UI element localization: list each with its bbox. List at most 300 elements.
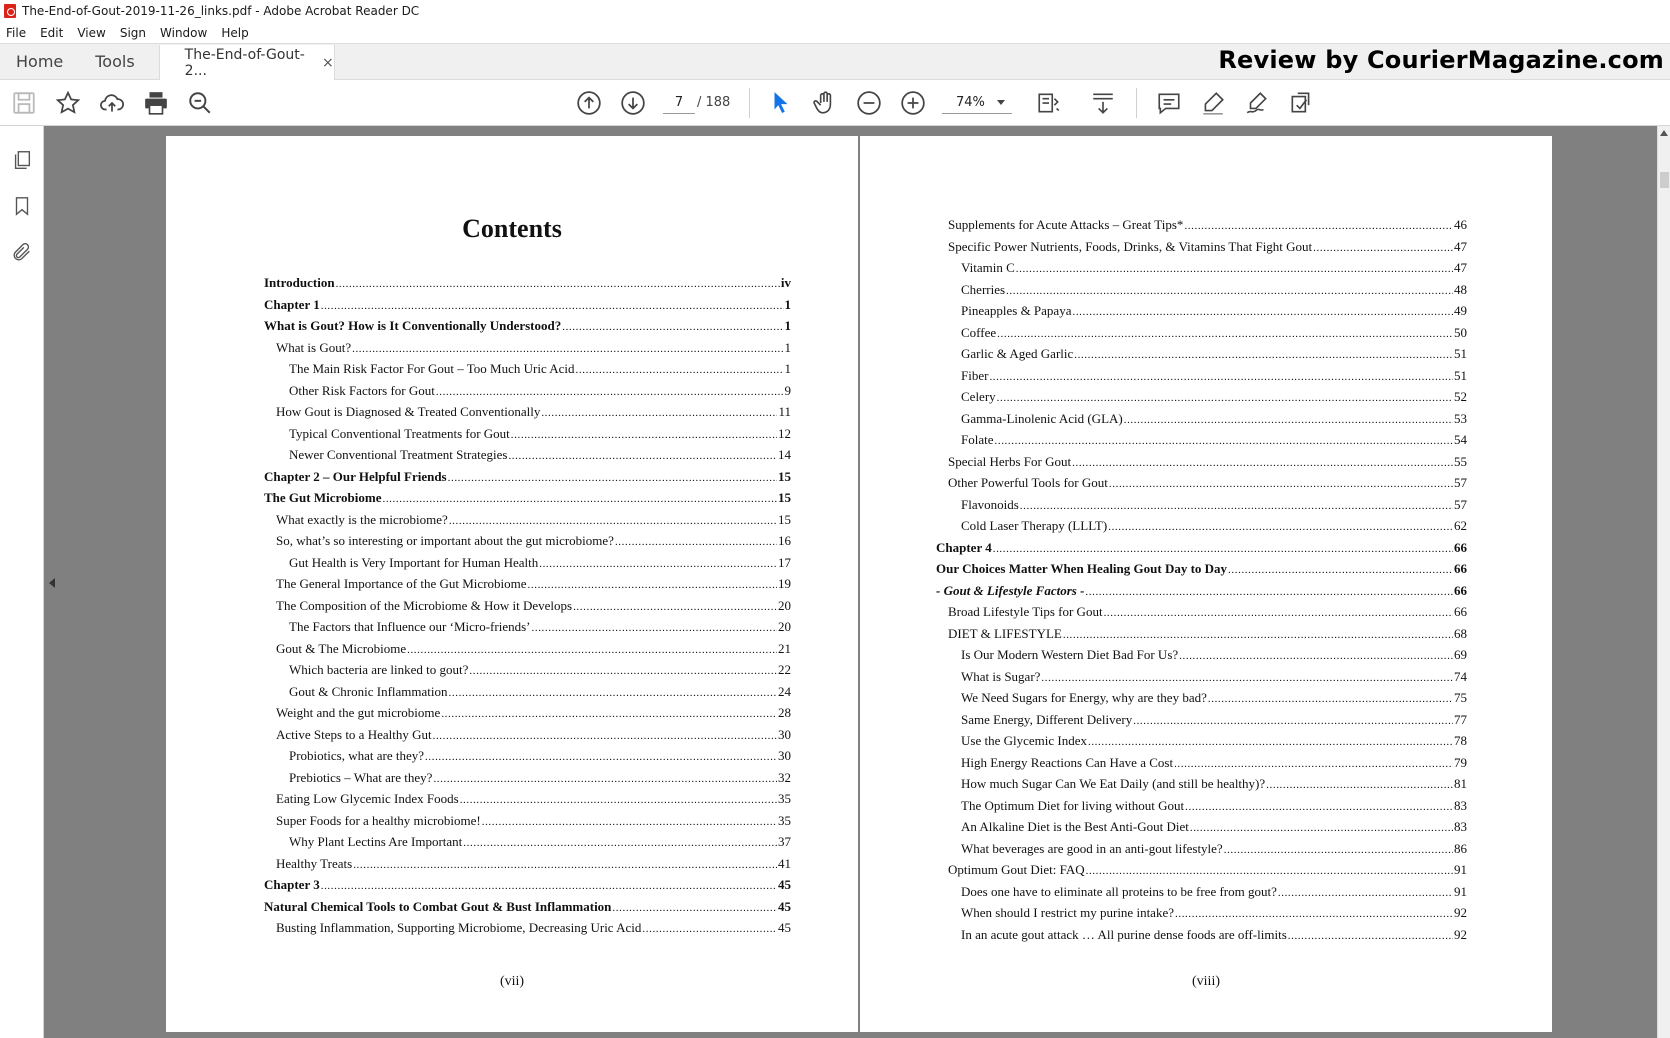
toc-entry-page: 16 xyxy=(778,533,791,548)
scroll-thumb[interactable] xyxy=(1660,172,1669,188)
toc-entry-title: Coffee xyxy=(961,324,997,340)
toc-entry[interactable] xyxy=(936,472,1467,494)
select-pointer-icon[interactable] xyxy=(767,89,795,117)
toc-leader-dots xyxy=(448,466,777,490)
toc-entry[interactable] xyxy=(936,429,1467,451)
toc-entry-page: 9 xyxy=(784,382,791,398)
toc-entry-title: Introduction xyxy=(264,275,335,290)
toc-leader-dots xyxy=(615,530,777,554)
toc-entry-title: Gamma-Linolenic Acid (GLA) xyxy=(961,410,1123,426)
toc-entry[interactable] xyxy=(264,831,791,853)
toc-entry[interactable] xyxy=(936,816,1467,838)
toc-entry-page: 55 xyxy=(1454,453,1467,469)
toc-leader-dots xyxy=(1133,709,1453,733)
toc-entry[interactable] xyxy=(264,380,791,402)
toc-entry-page: 66 xyxy=(1454,604,1467,619)
toc-entry-title: The Composition of the Microbiome & How it Develops xyxy=(276,597,573,613)
toc-leader-dots xyxy=(449,681,777,705)
toc-entry-page: 22 xyxy=(778,662,791,677)
toc-leader-dots xyxy=(321,874,777,898)
toc-entry[interactable] xyxy=(936,902,1467,924)
toc-entry-title: Gout & Chronic Inflammation xyxy=(289,683,448,699)
toc-entry-page: 41 xyxy=(778,855,791,871)
toc-entry-title: Natural Chemical Tools to Combat Gout & Bust Inflammation xyxy=(264,898,612,914)
zoom-in-icon[interactable] xyxy=(899,89,927,117)
toc-entry-title: Other Risk Factors for Gout xyxy=(289,382,435,398)
toc-entry-title: What is Sugar? xyxy=(961,668,1041,684)
toc-entry[interactable] xyxy=(936,279,1467,301)
toc-leader-dots xyxy=(1086,859,1453,883)
toc-leader-dots xyxy=(508,444,777,468)
pdf-page-right xyxy=(860,136,1552,1032)
toc-entry-title: An Alkaline Diet is the Best Anti-Gout Diet xyxy=(961,819,1189,834)
toc-entry[interactable] xyxy=(936,601,1467,623)
toc-entry[interactable] xyxy=(264,874,791,896)
toc-entry-title: Broad Lifestyle Tips for Gout xyxy=(948,604,1103,619)
toolbar xyxy=(0,80,1670,126)
toc-entry[interactable] xyxy=(264,272,791,294)
toc-entry-page: 92 xyxy=(1454,905,1467,920)
toc-entry-title: Specific Power Nutrients, Foods, Drinks, & Vitamins That Fight Gout xyxy=(948,238,1313,254)
toc-entry-title: Probiotics, what are they? xyxy=(289,748,425,763)
toc-entry-title: Same Energy, Different Delivery xyxy=(961,711,1133,727)
toc-entry[interactable] xyxy=(936,924,1467,946)
toc-leader-dots xyxy=(1278,881,1453,905)
toc-entry-title: What is Gout? xyxy=(276,339,352,355)
toc-entry-title: The Optimum Diet for living without Gout xyxy=(961,797,1185,813)
toc-list-left xyxy=(264,272,791,939)
menu-sign[interactable]: Sign xyxy=(119,25,147,40)
tab-document-label: The-End-of-Gout-2... xyxy=(184,46,305,79)
toc-entry-title: DIET & LIFESTYLE xyxy=(948,625,1062,641)
pdf-app-icon xyxy=(4,4,16,18)
toc-entry-page: 75 xyxy=(1454,690,1467,705)
toc-leader-dots xyxy=(482,810,777,834)
toc-entry-title: The Gut Microbiome xyxy=(264,490,382,505)
toc-leader-dots xyxy=(1179,644,1453,668)
toc-entry-page: 79 xyxy=(1454,754,1467,770)
toc-entry-page: 12 xyxy=(778,425,791,441)
toc-entry[interactable] xyxy=(264,423,791,445)
toc-leader-dots xyxy=(989,365,1453,389)
toc-entry-title: Folate xyxy=(961,432,994,447)
toc-entry[interactable] xyxy=(264,681,791,703)
toc-entry[interactable] xyxy=(264,294,791,316)
toc-leader-dots xyxy=(441,702,777,726)
toc-entry-title: - Gout & Lifestyle Factors - xyxy=(936,582,1085,598)
tab-tools[interactable]: Tools xyxy=(95,52,135,71)
toc-entry[interactable] xyxy=(264,616,791,638)
toc-entry-page: 1 xyxy=(784,296,791,312)
toc-list-right xyxy=(936,214,1467,945)
review-watermark: Review by CourierMagazine.com xyxy=(1218,46,1664,74)
toc-entry-page: 57 xyxy=(1454,496,1467,512)
toc-entry-page: 92 xyxy=(1454,926,1467,942)
attachment-icon[interactable] xyxy=(10,240,34,264)
toc-leader-dots xyxy=(532,616,778,640)
toc-entry[interactable] xyxy=(264,552,791,574)
toc-entry-title: What is Gout? How is It Conventionally Understood? xyxy=(264,318,562,333)
toc-entry[interactable] xyxy=(936,795,1467,817)
collapse-panel-icon[interactable] xyxy=(49,578,55,588)
toc-entry-title: Fiber xyxy=(961,367,989,383)
toc-entry-title: So, what’s so interesting or important about the gut microbiome? xyxy=(276,533,614,548)
toc-entry[interactable] xyxy=(264,315,791,337)
toc-leader-dots xyxy=(539,552,777,576)
toc-entry-title: What exactly is the microbiome? xyxy=(276,511,448,527)
toc-entry[interactable] xyxy=(264,853,791,875)
toc-entry[interactable] xyxy=(936,644,1467,666)
toc-leader-dots xyxy=(1085,580,1453,604)
toc-entry[interactable] xyxy=(264,358,791,380)
bookmark-icon[interactable] xyxy=(10,194,34,218)
upload-cloud-icon[interactable] xyxy=(98,89,126,117)
toc-leader-dots xyxy=(562,315,783,339)
toc-entry[interactable] xyxy=(264,638,791,660)
page-down-icon[interactable] xyxy=(619,89,647,117)
toc-entry-page: 21 xyxy=(778,640,791,656)
comment-icon[interactable] xyxy=(1155,89,1183,117)
toc-entry-title: Which bacteria are linked to gout? xyxy=(289,662,469,677)
toc-leader-dots xyxy=(1088,730,1453,754)
toc-entry[interactable] xyxy=(936,386,1467,408)
toc-entry-page: 14 xyxy=(778,447,791,462)
toc-entry[interactable] xyxy=(936,322,1467,344)
toc-entry[interactable] xyxy=(936,709,1467,731)
toc-leader-dots xyxy=(1072,451,1453,475)
toc-entry-page: 47 xyxy=(1454,260,1467,275)
toc-entry-title: Our Choices Matter When Healing Gout Day to Day xyxy=(936,561,1228,576)
toc-entry-page: 32 xyxy=(778,769,791,785)
toc-entry-page: 47 xyxy=(1454,238,1467,254)
toc-leader-dots xyxy=(469,659,777,683)
toc-entry-title: The Factors that Influence our ‘Micro-friends’ xyxy=(289,619,531,634)
toc-entry-title: The Main Risk Factor For Gout – Too Much Uric Acid xyxy=(289,361,575,376)
toc-entry[interactable] xyxy=(264,724,791,746)
toc-leader-dots xyxy=(1175,902,1453,926)
menu-view[interactable]: View xyxy=(77,25,106,40)
toc-leader-dots xyxy=(1224,838,1453,862)
toc-entry[interactable] xyxy=(264,466,791,488)
toc-entry[interactable] xyxy=(264,659,791,681)
toc-entry-page: 91 xyxy=(1454,883,1467,899)
toc-entry-page: 52 xyxy=(1454,389,1467,404)
pdf-page-left xyxy=(166,136,858,1032)
toc-leader-dots xyxy=(1190,816,1453,840)
toc-entry[interactable] xyxy=(264,788,791,810)
toc-leader-dots xyxy=(541,401,777,425)
toc-leader-dots xyxy=(352,337,783,361)
menu-file[interactable]: File xyxy=(6,25,27,40)
toc-entry-title: Does one have to eliminate all proteins to be free from gout? xyxy=(961,883,1277,899)
toc-entry[interactable] xyxy=(936,494,1467,516)
toc-entry-page: 66 xyxy=(1454,539,1467,555)
menu-window[interactable]: Window xyxy=(160,25,208,40)
toc-entry[interactable] xyxy=(936,773,1467,795)
toc-leader-dots xyxy=(463,831,777,855)
toc-leader-dots xyxy=(433,724,777,748)
menu-help[interactable]: Help xyxy=(221,25,249,40)
page-total: / 188 xyxy=(697,95,731,110)
toc-entry-page: 66 xyxy=(1454,561,1467,576)
edit-fill-icon[interactable] xyxy=(1287,89,1315,117)
toc-entry[interactable] xyxy=(264,530,791,552)
toc-entry[interactable] xyxy=(936,257,1467,279)
vertical-scrollbar[interactable] xyxy=(1657,126,1670,1038)
toc-entry-title: Newer Conventional Treatment Strategies xyxy=(289,447,508,462)
toc-leader-dots xyxy=(993,537,1453,561)
toc-entry[interactable] xyxy=(264,337,791,359)
toc-entry-page: 30 xyxy=(778,748,791,763)
toc-leader-dots xyxy=(1228,558,1453,582)
toc-entry-title: Cherries xyxy=(961,281,1006,297)
toc-entry-title: Chapter 1 xyxy=(264,296,320,312)
toc-leader-dots xyxy=(1006,279,1453,303)
toc-entry-page: 45 xyxy=(778,898,791,914)
toc-entry-page: 1 xyxy=(784,318,791,333)
toc-leader-dots xyxy=(1104,601,1453,625)
toc-entry-page: 35 xyxy=(778,791,791,806)
toc-entry-page: 57 xyxy=(1454,475,1467,490)
toc-entry[interactable] xyxy=(936,687,1467,709)
toc-entry[interactable] xyxy=(936,236,1467,258)
page-label-right: (viii) xyxy=(1192,974,1220,989)
toc-entry-page: 69 xyxy=(1454,647,1467,662)
toc-entry[interactable] xyxy=(936,730,1467,752)
sign-icon[interactable] xyxy=(1243,89,1271,117)
toc-entry[interactable] xyxy=(264,917,791,939)
toc-entry-page: 20 xyxy=(778,597,791,613)
toc-entry-page: iv xyxy=(780,275,791,290)
toc-entry-page: 45 xyxy=(778,920,791,935)
toc-entry[interactable] xyxy=(264,702,791,724)
toc-entry-page: 51 xyxy=(1454,367,1467,383)
toc-entry-title: Supplements for Acute Attacks – Great Tips* xyxy=(948,217,1184,232)
toolbar-divider xyxy=(1136,88,1137,118)
toc-leader-dots xyxy=(997,322,1453,346)
contents-heading: Contents xyxy=(462,214,562,243)
toc-entry-title: Is Our Modern Western Diet Bad For Us? xyxy=(961,647,1179,662)
toc-entry-title: How much Sugar Can We Eat Daily (and still be healthy)? xyxy=(961,776,1266,791)
toc-leader-dots xyxy=(436,380,784,404)
toc-entry[interactable] xyxy=(264,573,791,595)
toc-entry-title: Active Steps to a Healthy Gut xyxy=(276,726,432,742)
toc-leader-dots xyxy=(1072,300,1453,324)
toc-entry-page: 77 xyxy=(1454,711,1467,727)
toc-leader-dots xyxy=(321,294,784,318)
toc-entry[interactable] xyxy=(936,537,1467,559)
toc-entry-page: 19 xyxy=(778,576,791,591)
toc-entry[interactable] xyxy=(936,300,1467,322)
toc-entry[interactable] xyxy=(264,896,791,918)
toc-leader-dots xyxy=(336,272,780,296)
toc-leader-dots xyxy=(1109,472,1453,496)
toc-leader-dots xyxy=(407,638,777,662)
toc-entry-title: High Energy Reactions Can Have a Cost xyxy=(961,754,1174,770)
toc-leader-dots xyxy=(1313,236,1453,260)
page-label-left: (vii) xyxy=(499,974,525,989)
toc-entry-title: Pineapples & Papaya xyxy=(961,303,1072,318)
toc-entry-title: Healthy Treats xyxy=(276,855,353,871)
pages-icon[interactable] xyxy=(10,148,34,172)
close-tab-icon[interactable]: × xyxy=(321,54,334,71)
toc-entry[interactable] xyxy=(936,666,1467,688)
toc-entry-page: 46 xyxy=(1454,217,1467,232)
toc-entry-title: Super Foods for a healthy microbiome! xyxy=(276,812,481,828)
toc-entry-page: 83 xyxy=(1454,819,1467,834)
toc-entry-page: 51 xyxy=(1454,346,1467,361)
toc-entry-page: 83 xyxy=(1454,797,1467,813)
toc-leader-dots xyxy=(1020,494,1453,518)
toc-leader-dots xyxy=(425,745,777,769)
title-bar xyxy=(0,0,1670,22)
toc-leader-dots xyxy=(1174,752,1453,776)
scroll-up-arrow-icon[interactable] xyxy=(1660,130,1668,136)
toc-entry[interactable] xyxy=(936,451,1467,473)
toc-entry[interactable] xyxy=(264,595,791,617)
toc-entry[interactable] xyxy=(936,580,1467,602)
toc-entry-title: We Need Sugars for Energy, why are they bad? xyxy=(961,690,1207,705)
toc-entry-title: Use the Glycemic Index xyxy=(961,733,1087,748)
toc-entry-title: What beverages are good in an anti-gout lifestyle? xyxy=(961,840,1223,856)
toc-entry-page: 53 xyxy=(1454,410,1467,426)
toc-leader-dots xyxy=(511,423,777,447)
toc-entry-title: Eating Low Glycemic Index Foods xyxy=(276,791,459,806)
toc-entry[interactable] xyxy=(936,365,1467,387)
page-up-icon[interactable] xyxy=(575,89,603,117)
toc-entry[interactable] xyxy=(936,752,1467,774)
page-number-input[interactable]: 7 xyxy=(663,92,695,114)
toc-entry[interactable] xyxy=(264,509,791,531)
toc-entry-title: Celery xyxy=(961,389,996,404)
toc-entry-page: 11 xyxy=(778,404,791,419)
toc-entry-title: Why Plant Lectins Are Important xyxy=(289,834,463,849)
toc-leader-dots xyxy=(449,509,777,533)
toc-leader-dots xyxy=(997,386,1453,410)
toc-entry[interactable] xyxy=(936,859,1467,881)
toc-entry-page: 50 xyxy=(1454,324,1467,340)
toc-entry-title: Prebiotics – What are they? xyxy=(289,769,433,785)
hand-icon[interactable] xyxy=(811,89,839,117)
toc-entry-page: 66 xyxy=(1454,582,1467,598)
toc-leader-dots xyxy=(1266,773,1453,797)
chevron-down-icon[interactable] xyxy=(997,100,1005,105)
toc-entry[interactable] xyxy=(264,487,791,509)
highlight-icon[interactable] xyxy=(1199,89,1227,117)
toc-leader-dots xyxy=(1208,687,1453,711)
toc-entry-page: 49 xyxy=(1454,303,1467,318)
toc-entry[interactable] xyxy=(936,408,1467,430)
toc-entry-page: 1 xyxy=(784,361,791,376)
toc-leader-dots xyxy=(1016,257,1453,281)
toc-entry-title: Vitamin C xyxy=(961,260,1015,275)
toc-entry-page: 91 xyxy=(1454,862,1467,877)
toc-leader-dots xyxy=(353,853,777,877)
toc-entry-page: 20 xyxy=(778,619,791,634)
toc-entry-title: Chapter 4 xyxy=(936,539,992,555)
zoom-level-field[interactable]: 74% xyxy=(942,92,1012,114)
toc-entry-title: In an acute gout attack … All purine dense foods are off-limits xyxy=(961,926,1287,942)
toc-entry[interactable] xyxy=(264,810,791,832)
toc-leader-dots xyxy=(1063,623,1453,647)
toc-leader-dots xyxy=(573,595,777,619)
toc-entry-title: Special Herbs For Gout xyxy=(948,453,1072,469)
toc-entry-page: 30 xyxy=(778,726,791,742)
toc-entry[interactable] xyxy=(936,881,1467,903)
toc-entry[interactable] xyxy=(264,444,791,466)
window-title: The-End-of-Gout-2019-11-26_links.pdf - Adobe Acrobat Reader DC xyxy=(22,4,420,18)
toc-leader-dots xyxy=(1288,924,1453,948)
toc-entry-page: 24 xyxy=(778,683,791,699)
toc-leader-dots xyxy=(642,917,777,941)
toc-entry-title: Weight and the gut microbiome xyxy=(276,705,441,720)
toc-entry-page: 28 xyxy=(778,705,791,720)
toc-entry-title: Chapter 2 – Our Helpful Friends xyxy=(264,468,447,484)
toc-entry-page: 15 xyxy=(778,511,791,527)
toc-entry-page: 78 xyxy=(1454,733,1467,748)
toc-entry[interactable] xyxy=(936,838,1467,860)
search-zoom-icon[interactable] xyxy=(186,89,214,117)
zoom-out-icon[interactable] xyxy=(855,89,883,117)
toc-entry-title: Typical Conventional Treatments for Gout xyxy=(289,425,510,441)
page-fit-icon[interactable] xyxy=(1035,89,1063,117)
toc-entry-page: 68 xyxy=(1454,625,1467,641)
toc-entry-title: Flavonoids xyxy=(961,496,1019,512)
toc-entry-title: Other Powerful Tools for Gout xyxy=(948,475,1108,490)
toc-entry-page: 54 xyxy=(1454,432,1467,447)
toc-entry-page: 17 xyxy=(778,554,791,570)
toc-entry-title: Busting Inflammation, Supporting Microbiome, Decreasing Uric Acid xyxy=(276,920,642,935)
star-icon[interactable] xyxy=(54,89,82,117)
toc-entry[interactable] xyxy=(936,515,1467,537)
scroll-mode-icon[interactable] xyxy=(1089,89,1117,117)
toc-leader-dots xyxy=(1074,343,1453,367)
toc-entry[interactable] xyxy=(264,745,791,767)
toc-entry-page: 48 xyxy=(1454,281,1467,297)
toolbar-divider xyxy=(749,88,750,118)
tab-document[interactable] xyxy=(159,45,335,80)
toc-entry[interactable] xyxy=(936,558,1467,580)
print-icon[interactable] xyxy=(142,89,170,117)
toc-leader-dots xyxy=(433,767,777,791)
toc-entry-title: Cold Laser Therapy (LLLT) xyxy=(961,518,1108,533)
toc-leader-dots xyxy=(1041,666,1453,690)
toc-entry-title: The General Importance of the Gut Microbiome xyxy=(276,576,527,591)
toc-entry-title: Gut Health is Very Important for Human Health xyxy=(289,554,539,570)
toc-leader-dots xyxy=(1185,795,1453,819)
left-nav-panel xyxy=(0,126,44,1038)
tab-home[interactable]: Home xyxy=(16,52,64,71)
toc-entry-page: 86 xyxy=(1454,840,1467,856)
toc-leader-dots xyxy=(1184,214,1453,238)
toc-entry-page: 15 xyxy=(778,490,791,505)
save-icon[interactable] xyxy=(10,89,38,117)
toc-entry-title: Optimum Gout Diet: FAQ xyxy=(948,862,1085,877)
toc-entry-page: 62 xyxy=(1454,518,1467,533)
menu-edit[interactable]: Edit xyxy=(40,25,64,40)
toc-entry-page: 35 xyxy=(778,812,791,828)
toc-entry-page: 74 xyxy=(1454,668,1467,684)
toc-leader-dots xyxy=(1124,408,1453,432)
toc-entry-page: 45 xyxy=(778,877,791,892)
toc-entry[interactable] xyxy=(264,401,791,423)
toc-entry-title: Garlic & Aged Garlic xyxy=(961,346,1074,361)
toc-entry[interactable] xyxy=(264,767,791,789)
toc-entry[interactable] xyxy=(936,214,1467,236)
toc-entry[interactable] xyxy=(936,343,1467,365)
toc-entry[interactable] xyxy=(936,623,1467,645)
toc-entry-title: Chapter 3 xyxy=(264,877,320,892)
